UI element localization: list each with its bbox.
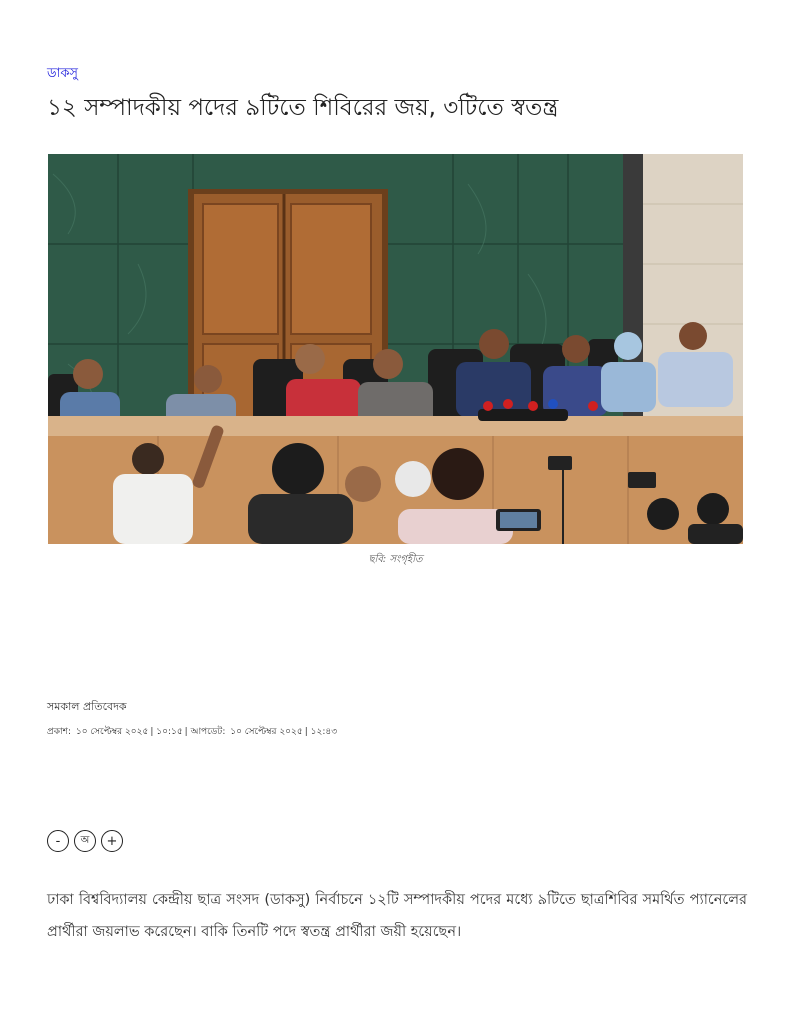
font-increase-button[interactable]: + xyxy=(101,830,123,852)
article-body: ঢাকা বিশ্ববিদ্যালয় কেন্দ্রীয় ছাত্র সংসদ (ডাকসু) নির্বাচনে ১২টি সম্পাদকীয় পদের মধ্যে ৯টিতে ছাত্রশিবির সমর্থিত প্যানেলের প্রার্থীরা জয়লাভ করেছেন। বাকি তিনটি পদে স্বতন্ত্র প্রার্থীরা জয়ী হয়েছেন। xyxy=(47,892,747,940)
category-link[interactable]: ডাকসু xyxy=(47,66,79,81)
updated-time: ১২:৪৩ xyxy=(310,727,338,737)
font-reset-button[interactable]: অ xyxy=(74,830,96,852)
published-label: প্রকাশ: xyxy=(47,727,71,737)
dateline: প্রকাশ: ১০ সেপ্টেম্বর ২০২৫ | ১০:১৫ | আপডেট: ১০ সেপ্টেম্বর ২০২৫ | ১২:৪৩ xyxy=(47,727,338,737)
published-time: ১০:১৫ xyxy=(156,727,183,737)
article-photo xyxy=(48,154,743,544)
photo-caption: ছবি: সংগৃহীত xyxy=(368,554,423,565)
font-decrease-button[interactable]: - xyxy=(47,830,69,852)
article-headline: ১২ সম্পাদকীয় পদের ৯টিতে শিবিরের জয়, ৩টিতে স্বতন্ত্র xyxy=(47,95,559,121)
updated-date: ১০ সেপ্টেম্বর ২০২৫ xyxy=(230,727,303,737)
updated-label: আপডেট: xyxy=(190,727,226,737)
font-size-controls xyxy=(47,830,123,852)
published-date: ১০ সেপ্টেম্বর ২০২৫ xyxy=(75,727,149,737)
author-name: সমকাল প্রতিবেদক xyxy=(47,700,127,713)
